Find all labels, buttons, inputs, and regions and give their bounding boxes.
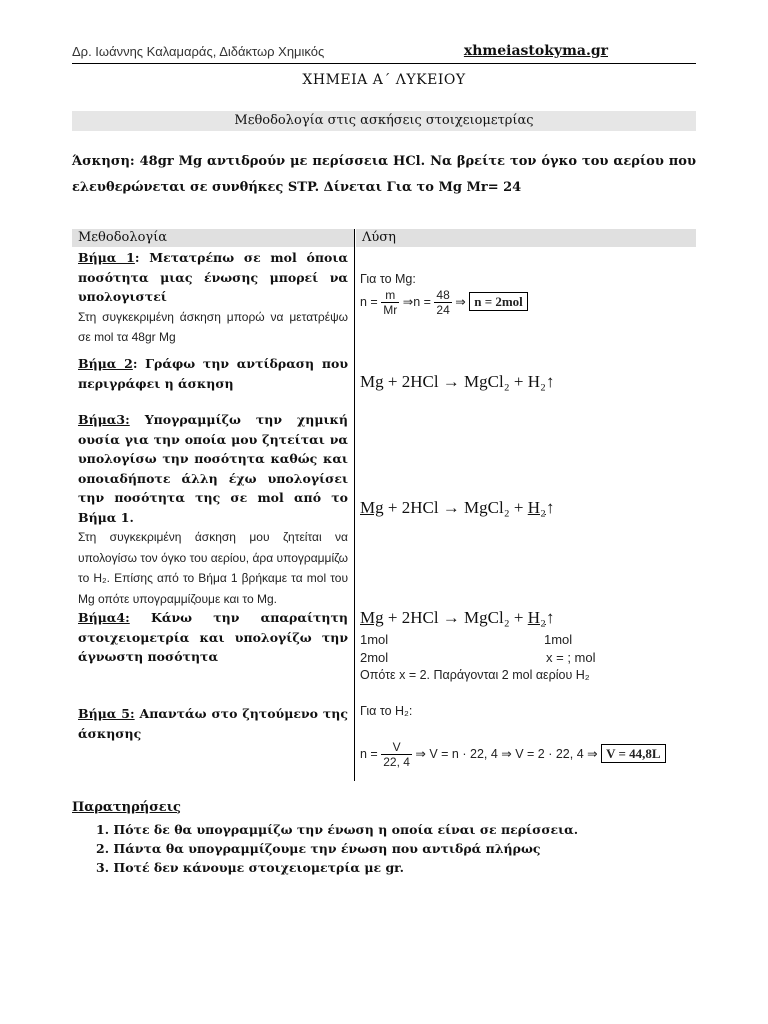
formula-48: 48 [436,288,450,302]
stoich-row1-right: 1mol [544,632,573,647]
step-4-text: Κάνω την απαραίτητη στοιχειομετρία και υπολογίζω την άγνωστη ποσότητα [78,610,348,664]
formula-n2: n = [413,294,431,309]
volume-result: V = 44,8L [601,744,665,763]
step-3-note: Στη συγκεκριμένη άσκηση μου ζητείται να υπολογίσω τον όγκο του αερίου, άρα υπογραμμίζω το H₂. Επίσης από το Βήμα 1 βρήκαμε τα mol του Mg οπότε υπογραμμίζουμε και το Mg. [78,530,348,606]
stoich-conclusion: Οπότε x = 2. Παράγονται 2 mol αερίου H₂ [360,668,590,682]
eq-mg-underlined: Mg [360,498,384,517]
site-link[interactable]: xhmeiastokyma.gr [463,43,608,59]
observations-list [96,820,578,877]
exercise-statement: Άσκηση: 48gr Mg αντιδρούν με περίσσεια HCl. Να βρείτε τον όγκο του αερίου που ελευθερώνεται σε συνθήκες STP. Δίνεται Για το Mg Mr= 24 [72,154,696,195]
step-4 [78,608,348,667]
implies-arrow: ⇒ [455,294,466,309]
step-5-text: Απαντάω στο ζητούμενο της άσκησης [78,706,348,741]
observation-item: 3. Ποτέ δεν κάνουμε στοιχειομετρία με gr. [96,860,404,875]
reaction-equation-3 [360,608,554,628]
stoich-row2-left: 2mol [360,650,389,665]
document-title: ΧΗΜΕΙΑ Α΄ ΛΥΚΕΙΟΥ [302,72,466,88]
eq-mg-underlined: Mg [360,608,384,627]
solution-1-label: Για το Mg: [360,272,416,286]
step-1-label: Βήμα 1 [78,250,135,265]
eq-h2-underlined: H₂ [527,498,546,517]
gas-arrow-icon: ↑ [545,498,555,517]
step-3 [78,410,348,609]
formula-mr: Mr [383,303,398,317]
moles-result: n = 2mol [469,292,528,311]
volume-expression: ⇒ V = n · 22, 4 ⇒ V = 2 · 22, 4 ⇒ [415,746,598,761]
formula-n: n = [360,294,378,309]
solution-column-header: Λύση [356,229,696,247]
step-3-text: Υπογραμμίζω την χημική ουσία για την οποία μου ζητείται να υπολογίσω την ποσότητα καθώς και οποιαδήποτε άλλη έχω υπολογίσει την ποσότητα της σε mol από το Βήμα 1. [78,412,348,525]
eq-mg: Mg [360,372,384,391]
step-3-label: Βήμα3: [78,412,130,427]
formula-v: V [381,740,412,755]
step-2-label: Βήμα 2 [78,356,133,371]
step-5 [78,704,348,743]
step-1-text: : Μετατρέπω σε mol όποια ποσότητα μιας ένωσης μπορεί να υπολογιστεί [78,250,348,304]
formula-m: m [381,288,399,303]
eq-h2-underlined: H₂ [527,608,546,627]
table-divider [354,229,355,781]
observations-title: Παρατηρήσεις [72,800,181,815]
header-divider [72,63,696,64]
eq-mid: + 2HCl → MgCl₂ + [383,608,528,627]
formula-24: 24 [436,303,450,317]
solution-5-label: Για το H₂: [360,704,413,718]
methodology-column-header: Μεθοδολογία [72,229,354,247]
step-1 [78,248,348,348]
formula-22-4: 22, 4 [383,755,410,769]
eq-mid: + 2HCl → MgCl₂ + [383,372,528,391]
solution-5-formula [360,740,666,769]
step-2-text: : Γράφω την αντίδραση που περιγράφει η άσκηση [78,356,348,391]
gas-arrow-icon: ↑ [545,608,555,627]
formula-n: n = [360,746,378,761]
reaction-equation-2 [360,498,554,518]
step-2 [78,354,348,393]
stoich-row2-right: x = ; mol [546,650,596,665]
eq-h2: H₂ [527,372,546,391]
observation-item: 1. Πότε δε θα υπογραμμίζω την ένωση η οποία είναι σε περίσσεια. [96,822,579,837]
reaction-equation-1 [360,372,554,392]
implies-arrow: ⇒ [402,294,414,309]
solution-1-formula [360,288,528,317]
gas-arrow-icon: ↑ [545,372,555,391]
stoich-row1-left: 1mol [360,632,389,647]
step-1-note: Στη συγκεκριμένη άσκηση μπορώ να μετατρέψω σε mol τα 48gr Mg [78,309,348,344]
author-line: Δρ. Ιωάννης Καλαμαράς, Διδάκτωρ Χημικός [72,44,325,59]
step-4-label: Βήμα4: [78,610,130,625]
observation-item: 2. Πάντα θα υπογραμμίζουμε την ένωση που αντιδρά πλήρως [96,841,541,856]
method-title-bar [72,111,696,131]
method-title: Μεθοδολογία στις ασκήσεις στοιχειομετρίας [234,113,534,128]
eq-mid: + 2HCl → MgCl₂ + [383,498,528,517]
step-5-label: Βήμα 5: [78,706,135,721]
